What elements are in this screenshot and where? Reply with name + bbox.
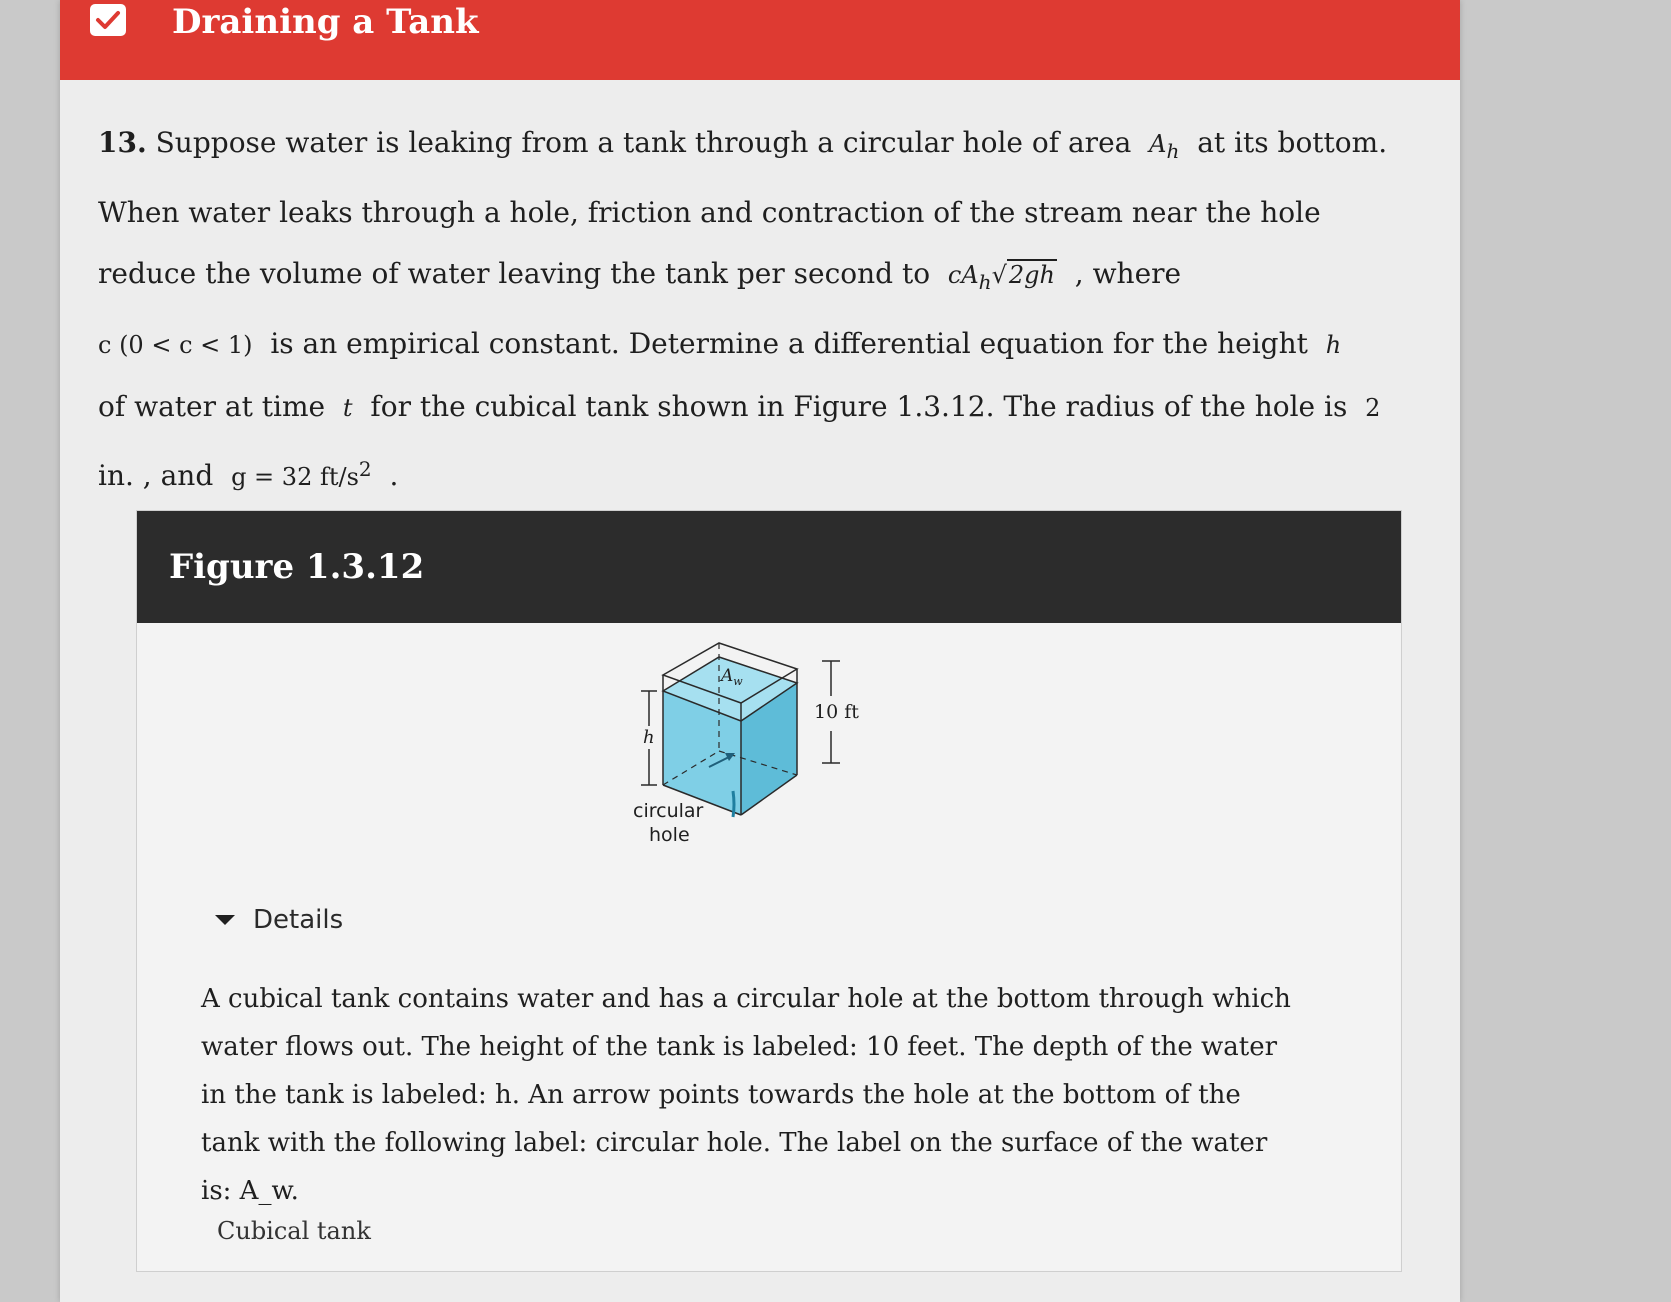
problem-line-4 (98, 313, 1428, 376)
math-t: t (342, 393, 353, 422)
figure-panel (136, 510, 1402, 1272)
label-hole-line-2: hole (649, 824, 690, 846)
problem-line-2 (98, 182, 1428, 243)
math-ah: $A_h$ (1149, 130, 1180, 163)
checkbox-icon[interactable] (90, 4, 126, 36)
details-toggle[interactable] (215, 905, 343, 935)
label-aw: $A_w$ (721, 666, 743, 688)
caret-down-icon (215, 915, 235, 925)
tank-diagram (613, 641, 893, 871)
label-hole-line-1: circular (633, 800, 704, 822)
problem-number: 13. (98, 126, 147, 159)
math-gravity: g = 32 $ft/s^2$ (231, 456, 372, 491)
problem-line-5 (98, 376, 1428, 439)
figure-description: A cubical tank contains water and has a circular hole at the bottom through which water flows out. The height of the tank is labeled: 10 feet. The depth of the water in the tank is labeled: h. An arrow points towards the hole at the bottom of the tank with the following label: circular hole. The label on the surface of the water is: A_w. (201, 984, 1291, 1206)
math-constant-range: c (0 < c < 1) (98, 330, 253, 359)
problem-statement (98, 112, 1428, 508)
problem-line-3 (98, 243, 1428, 313)
math-radius: 2 (1365, 393, 1381, 422)
problem-text: in. , and (98, 458, 214, 492)
problem-text: reduce the volume of water leaving the tank per second to (98, 256, 931, 290)
problem-text: When water leaks through a hole, friction and contraction of the stream near the hole (98, 195, 1321, 229)
problem-text: at its bottom. (1197, 126, 1388, 159)
problem-text: Suppose water is leaking from a tank through a circular hole of area (155, 126, 1132, 159)
page-title: Draining a Tank (172, 2, 479, 42)
problem-text: , where (1074, 256, 1182, 290)
problem-text: of water at time (98, 389, 326, 423)
figure-header (137, 511, 1401, 623)
problem-line-6 (98, 439, 1428, 508)
water-stream (733, 791, 734, 817)
details-label: Details (253, 905, 344, 935)
page (60, 0, 1460, 1302)
label-water-depth: h (643, 727, 655, 748)
figure-caption: Cubical tank (217, 1217, 371, 1245)
checkmark-icon (95, 9, 121, 31)
problem-text: for the cubical tank shown in Figure 1.3.12. The radius of the hole is (370, 389, 1348, 423)
title-bar (60, 0, 1460, 80)
problem-text: is an empirical constant. Determine a differential equation for the height (270, 326, 1308, 360)
problem-text: . (389, 458, 399, 492)
math-flow-expression: $cA_h√2gh$ (947, 260, 1055, 294)
math-h: h (1325, 330, 1342, 359)
figure-title: Figure 1.3.12 (169, 547, 425, 587)
label-tank-height: 10 ft (814, 701, 859, 723)
problem-line-1 (98, 112, 1428, 182)
